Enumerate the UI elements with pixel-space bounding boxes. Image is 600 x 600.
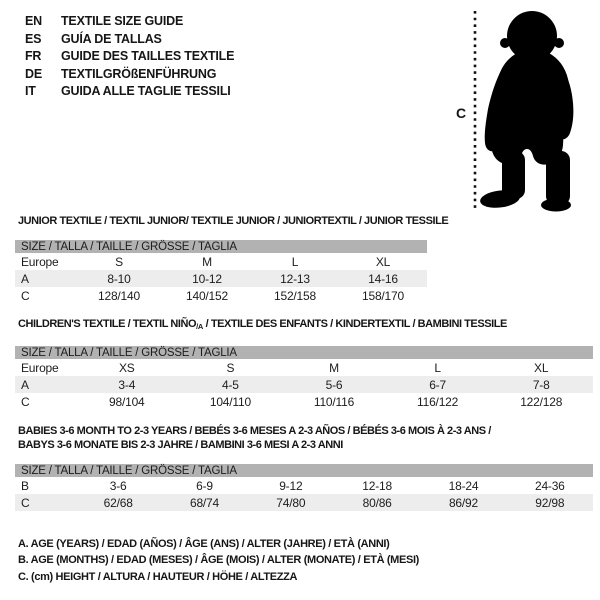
title-line: BABIES 3-6 MONTH TO 2-3 YEARS / BEBÉS 3-6 MESES A 2-3 AÑOS / BÉBÉS 3-6 MOIS À 2-3 ANS / <box>18 425 491 437</box>
measure-legend <box>18 536 419 585</box>
title-text: / TEXTILE DES ENFANTS / KINDERTEXTIL / BAMBINI TESSILE <box>203 318 507 330</box>
table-cell: 18-24 <box>448 478 479 493</box>
language-code: DE <box>25 66 42 81</box>
table-cell: 86/92 <box>420 494 506 511</box>
table-cell: 92/98 <box>507 494 593 511</box>
table-cell: 9-12 <box>279 478 303 493</box>
table-cell: 14-16 <box>339 270 427 287</box>
table-cell: 98/104 <box>109 394 145 409</box>
table-cell: 74/80 <box>248 494 334 511</box>
size-header-bar: SIZE / TALLA / TAILLE / GRÖSSE / TAGLIA <box>15 346 593 359</box>
table-cell: 7-8 <box>489 376 593 393</box>
table-cell: XL <box>534 360 549 375</box>
legend-line-c: C. (cm) HEIGHT / ALTURA / HAUTEUR / HÖHE / ALTEZZA <box>18 570 298 583</box>
language-row-es <box>25 31 234 49</box>
table-cell: 128/140 <box>98 288 140 303</box>
section-babies-textile <box>15 424 593 511</box>
row-label: C <box>21 394 30 409</box>
language-code: IT <box>25 84 36 99</box>
height-figure <box>455 5 600 217</box>
size-header-bar: SIZE / TALLA / TAILLE / GRÖSSE / TAGLIA <box>15 464 593 477</box>
section-title <box>18 424 593 452</box>
table-cell: 12-18 <box>362 478 392 493</box>
table-cell: 110/116 <box>313 394 355 409</box>
language-label: GUÍA DE TALLAS <box>61 31 162 46</box>
language-row-en <box>25 13 234 31</box>
language-code: FR <box>25 49 42 64</box>
table-cell: 3-6 <box>109 478 127 493</box>
language-code: ES <box>25 31 42 46</box>
table-cell: 140/152 <box>186 288 228 303</box>
table-cell: 3-4 <box>75 376 179 393</box>
table-cell: 116/122 <box>417 394 459 409</box>
table-cell: 8-10 <box>75 270 163 287</box>
table-row <box>15 477 593 494</box>
table-row <box>15 393 593 410</box>
language-list <box>25 13 234 101</box>
row-label: Europe <box>21 254 59 269</box>
title-text: CHILDREN'S TEXTILE / TEXTIL NIÑO <box>18 318 197 330</box>
table-row <box>15 494 593 511</box>
row-label: A <box>15 376 75 393</box>
language-label: GUIDE DES TAILLES TEXTILE <box>61 49 235 64</box>
size-header-bar: SIZE / TALLA / TAILLE / GRÖSSE / TAGLIA <box>15 240 427 253</box>
table-cell: 122/128 <box>520 394 563 409</box>
section-title <box>18 318 593 333</box>
legend-line-a: A. AGE (YEARS) / EDAD (AÑOS) / ÂGE (ANS) / ALTER (JAHRE) / ETÀ (ANNI) <box>18 538 390 550</box>
table-cell: 152/158 <box>274 288 316 303</box>
table-cell: 6-7 <box>386 376 490 393</box>
language-row-fr <box>25 48 234 66</box>
language-label: TEXTILGRÖßENFÜHRUNG <box>61 66 217 81</box>
table-row <box>15 376 593 393</box>
table-cell: 12-13 <box>251 270 339 287</box>
table-cell: XS <box>118 360 135 375</box>
table-cell: M <box>202 254 212 269</box>
table-cell: 24-36 <box>534 478 565 493</box>
language-row-it <box>25 83 234 101</box>
language-label: GUIDA ALLE TAGLIE TESSILI <box>61 84 231 99</box>
junior-size-table <box>15 240 427 304</box>
table-cell: L <box>291 254 299 269</box>
language-code: EN <box>25 14 42 28</box>
row-label: C <box>15 494 75 511</box>
section-title: JUNIOR TEXTILE / TEXTIL JUNIOR/ TEXTILE JUNIOR / JUNIORTEXTIL / JUNIOR TESSILE <box>18 215 449 227</box>
table-cell: 5-6 <box>282 376 386 393</box>
row-label: C <box>21 288 30 303</box>
table-row <box>15 253 427 270</box>
table-cell: 6-9 <box>196 478 213 493</box>
legend-line-b: B. AGE (MONTHS) / EDAD (MESES) / ÂGE (MOIS) / ALTER (MONATE) / ETÀ (MESI) <box>18 554 419 567</box>
row-label: A <box>15 270 75 287</box>
table-cell: S <box>115 254 123 269</box>
table-row <box>15 270 427 287</box>
table-cell: 68/74 <box>161 494 247 511</box>
table-cell: XL <box>375 254 391 269</box>
row-label: Europe <box>21 360 59 375</box>
table-cell: 158/170 <box>362 288 404 303</box>
table-cell: 4-5 <box>179 376 283 393</box>
table-cell: 80/86 <box>334 494 420 511</box>
section-childrens-textile <box>15 318 593 410</box>
title-subscript: /A <box>196 322 203 331</box>
height-measure-label: C <box>456 105 467 121</box>
row-label: B <box>21 478 29 493</box>
table-cell: 104/110 <box>209 394 251 409</box>
table-row <box>15 359 593 376</box>
baby-silhouette-icon <box>455 5 600 217</box>
section-junior-textile <box>15 215 449 304</box>
babies-size-table <box>15 464 593 511</box>
language-row-de <box>25 66 234 84</box>
title-line: BABYS 3-6 MONATE BIS 2-3 JAHRE / BAMBINI 3-6 MESI A 2-3 ANNI <box>18 439 343 451</box>
table-cell: M <box>329 360 339 375</box>
table-cell: 10-12 <box>163 270 251 287</box>
table-cell: S <box>226 360 235 375</box>
language-label: TEXTILE SIZE GUIDE <box>61 14 184 28</box>
table-cell: L <box>434 360 441 375</box>
table-row <box>15 287 427 304</box>
table-cell: 62/68 <box>75 494 161 511</box>
childrens-size-table <box>15 346 593 410</box>
